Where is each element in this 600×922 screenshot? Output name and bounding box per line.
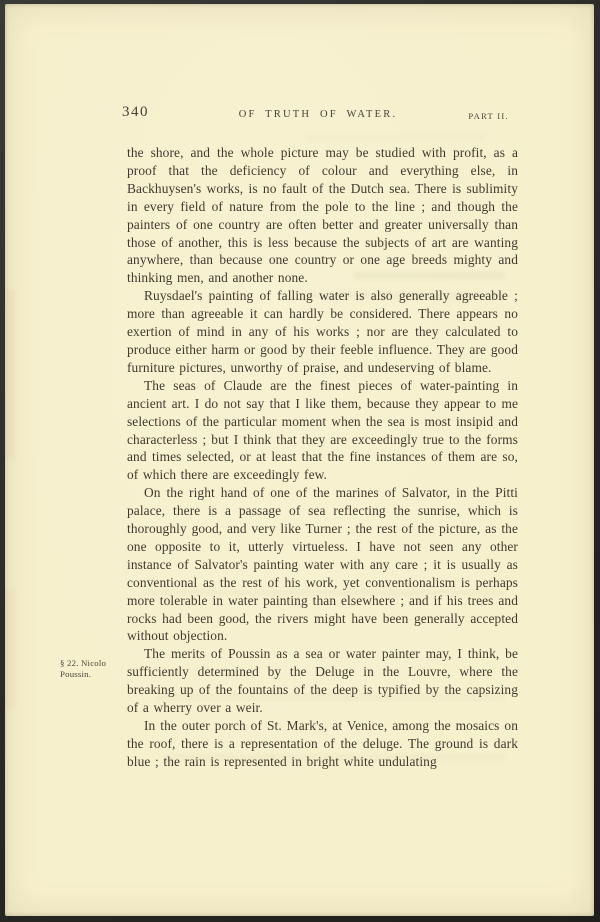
page-edge-mark bbox=[6, 589, 15, 709]
book-page bbox=[5, 4, 594, 916]
page-header bbox=[122, 104, 514, 126]
page-body bbox=[127, 144, 518, 771]
margin-note: § 22. Nicolo Poussin. bbox=[60, 658, 107, 679]
show-through-smudge bbox=[305, 134, 485, 140]
paragraph-poussin: The merits of Poussin as a sea or water painter may, I think, be sufficiently determined by the Deluge in the Louvre, where the breaking up of the fountains of the deep is typified by the capsizing of a wherry over a weir. bbox=[127, 646, 518, 716]
page-number: 340 bbox=[122, 104, 149, 120]
paragraph-ruysdael: Ruysdael's painting of falling water is also generally agreeable ; more than agreeable it can hardly be considered. There appears no exertion of mind in any of his works ; nor are they calculated to produce either harm or good by their feeble influence. They are good furniture pictures, unworthy of praise, and undeserving of blame. bbox=[127, 288, 518, 375]
paragraph-shore-continuation: the shore, and the whole picture may be studied with profit, as a proof that the deficiency of colour and everything else, in Backhuysen's works, is no fault of the Dutch sea. There is sublimity in every field of nature from the pole to the line ; and though the painters of one country are often better and greater universally than those of another, this is less because the subjects of art are wanting anywhere, than because one country or one age breeds mighty and thinking men, and another none. bbox=[127, 145, 518, 286]
page-edge-mark bbox=[6, 289, 15, 459]
paragraph-st-marks: In the outer porch of St. Mark's, at Venice, among the mosaics on the roof, there is a representation of the deluge. The ground is dark blue ; the rain is represented in bright white undulating bbox=[127, 718, 518, 769]
part-label: PART II. bbox=[468, 111, 509, 121]
paragraph-claude: The seas of Claude are the finest pieces of water-painting in ancient art. I do not say that I like them, because they appear to me selections of the particular moment when the sea is most insipid and characterless ; but I think that they are exceedingly true to the forms and times selected, or at least that the fine instances of them are so, of which there are exceedingly few. bbox=[127, 377, 518, 483]
paragraph-salvator: On the right hand of one of the marines of Salvator, in the Pitti palace, there is a passage of sea reflecting the sunrise, which is thoroughly good, and very like Turner ; the rest of the picture, as the one opposite to it, utterly virtueless. I have not seen any other instance of Salvator's painting water with any care ; it is usually as conventional as the rest of his work, yet conventionalism is perhaps more tolerable in water painting than elsewhere ; and if his trees and rocks had been good, the rivers might have been generally accepted without objection. bbox=[127, 485, 518, 644]
running-title: OF TRUTH OF WATER. bbox=[238, 109, 398, 120]
